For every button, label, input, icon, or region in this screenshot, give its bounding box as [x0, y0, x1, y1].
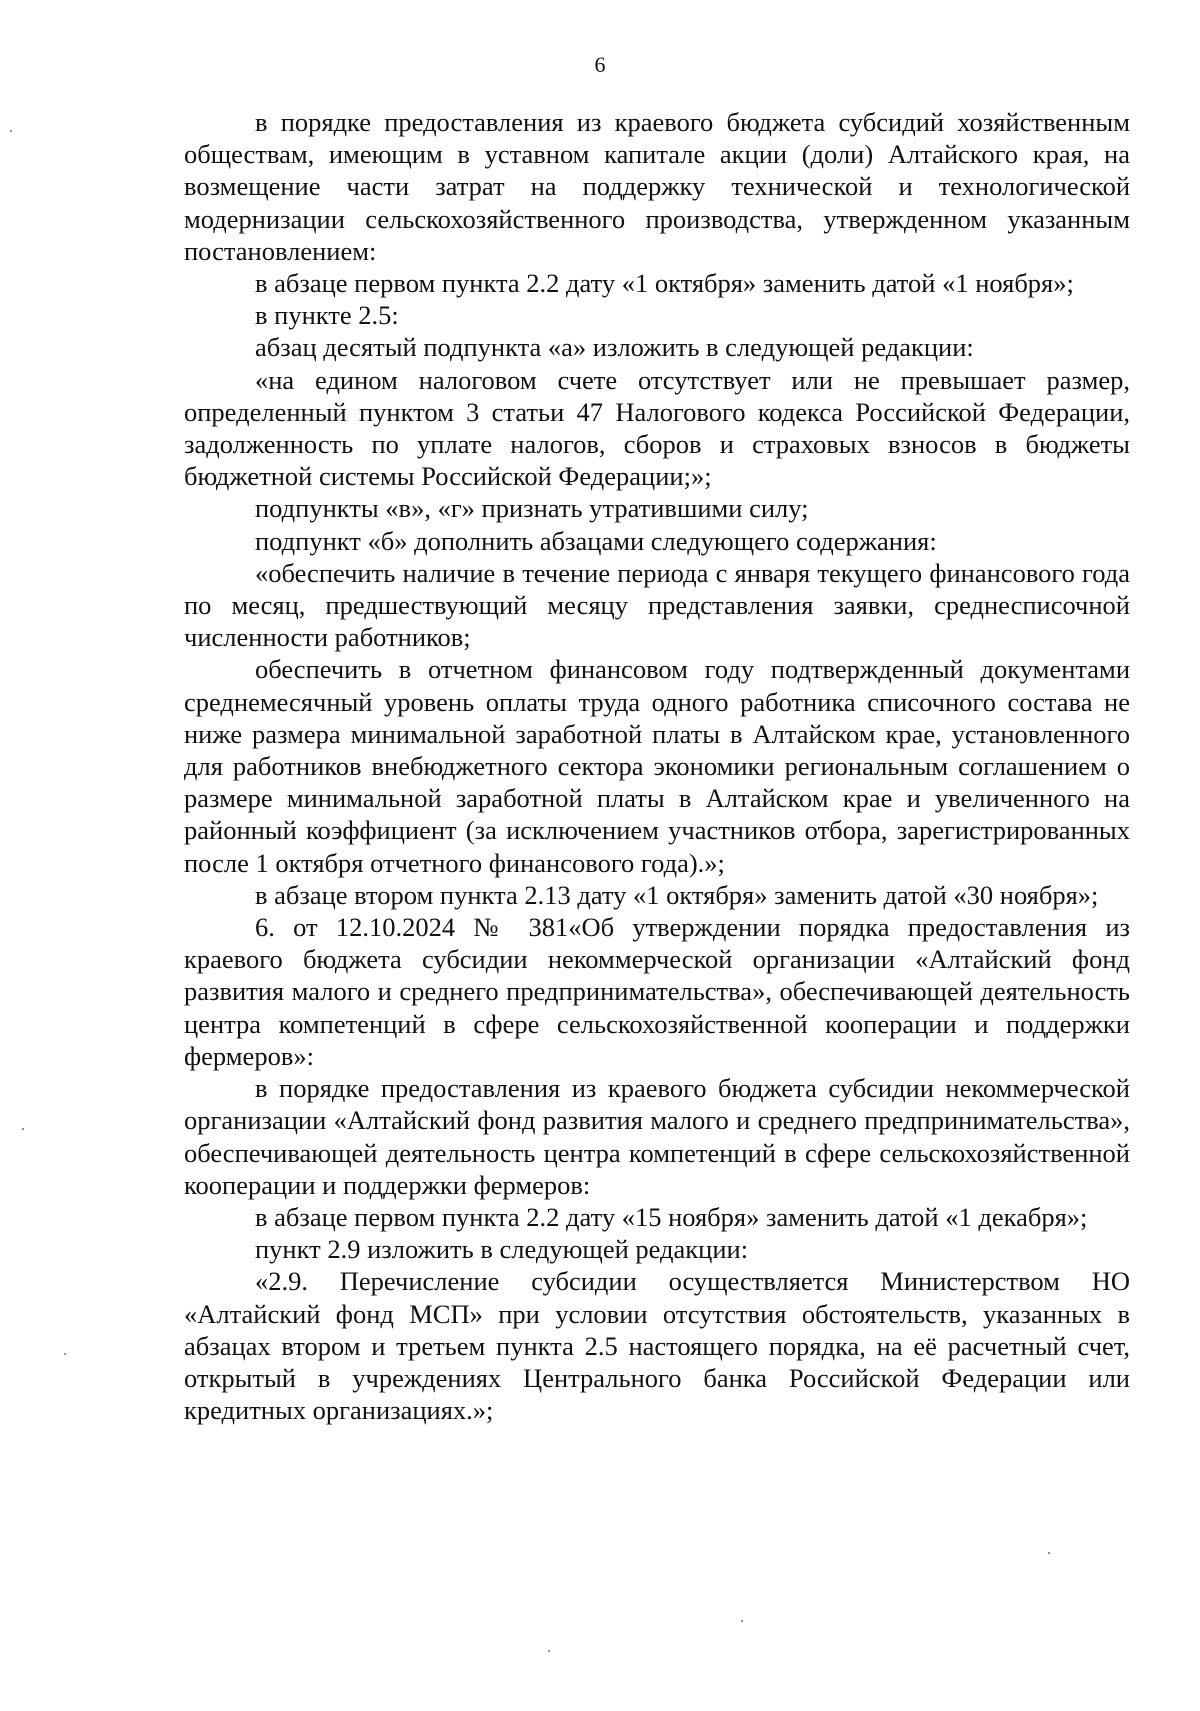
document-body [184, 106, 1130, 1426]
paragraph: «на едином налоговом счете отсутствует или не превышает размер, определенный пунктом 3 статьи 47 Налогового кодекса Российской Федерации, задолженность по уплате налогов, сборов и страховых взносов в бюджеты бюджетной системы Российской Федерации;»; [184, 364, 1130, 492]
scan-speck [64, 1353, 66, 1355]
paragraph: подпункт «б» дополнить абзацами следующего содержания: [255, 525, 937, 556]
paragraph: пункт 2.9 изложить в следующей редакции: [255, 1234, 749, 1265]
scan-speck [741, 1620, 743, 1622]
paragraph: 6. от 12.10.2024 № 381«Об утверждении порядка предоставления из краевого бюджета субсидии некоммерческой организации «Алтайский фонд развития малого и среднего предпринимательства», обеспечивающей деятельность центра компетенций в сфере сельскохозяйственной кооперации и поддержки фермеров»: [184, 912, 1130, 1071]
paragraph: в порядке предоставления из краевого бюджета субсидии некоммерческой организации «Алтайский фонд развития малого и среднего предпринимательства», обеспечивающей деятельность центра компетенций в сфере сельскохозяйственной кооперации и поддержки фермеров: [184, 1073, 1130, 1200]
scan-speck [10, 130, 12, 132]
paragraph: в абзаце первом пункта 2.2 дату «1 октября» заменить датой «1 ноября»; [255, 268, 1074, 299]
paragraph: в порядке предоставления из краевого бюджета субсидий хозяйственным обществам, имеющим в уставном капитале акции (доли) Алтайского края, на возмещение части затрат на поддержку технической и технологической модернизации сельскохозяйственного производства, утвержденном указанным постановлением: [184, 107, 1130, 266]
paragraph: в пункте 2.5: [255, 300, 399, 331]
paragraph: обеспечить в отчетном финансовом году подтвержденный документами среднемесячный уровень оплаты труда одного работника списочного состава не ниже размера минимальной заработной платы в Алтайском крае, установленного для работников внебюджетного сектора экономики региональным соглашением о размере минимальной заработной платы в Алтайском крае и увеличенного на районный коэффициент (за исключением участников отбора, зарегистрированных после 1 октября отчетного финансового года).»; [184, 654, 1130, 878]
paragraph: в абзаце втором пункта 2.13 дату «1 октября» заменить датой «30 ноября»; [255, 879, 1099, 910]
scan-speck [548, 1650, 550, 1652]
paragraph: подпункты «в», «г» признать утратившими силу; [255, 493, 809, 524]
paragraph: абзац десятый подпункта «а» изложить в следующей редакции: [255, 332, 974, 363]
paragraph: «2.9. Перечисление субсидии осуществляется Министерством НО «Алтайский фонд МСП» при условии отсутствия обстоятельств, указанных в абзацах втором и третьем пункта 2.5 настоящего порядка, на её расчетный счет, открытый в учреждениях Центрального банка Российской Федерации или кредитных организациях.»; [184, 1266, 1130, 1426]
scan-speck [1048, 1552, 1050, 1554]
paragraph: «обеспечить наличие в течение периода с января текущего финансового года по месяц, предшествующий месяцу представления заявки, среднесписочной численности работников; [184, 557, 1130, 653]
scan-speck [22, 1128, 24, 1130]
paragraph: в абзаце первом пункта 2.2 дату «15 ноября» заменить датой «1 декабря»; [255, 1201, 1088, 1232]
page-number: 6 [594, 52, 606, 77]
